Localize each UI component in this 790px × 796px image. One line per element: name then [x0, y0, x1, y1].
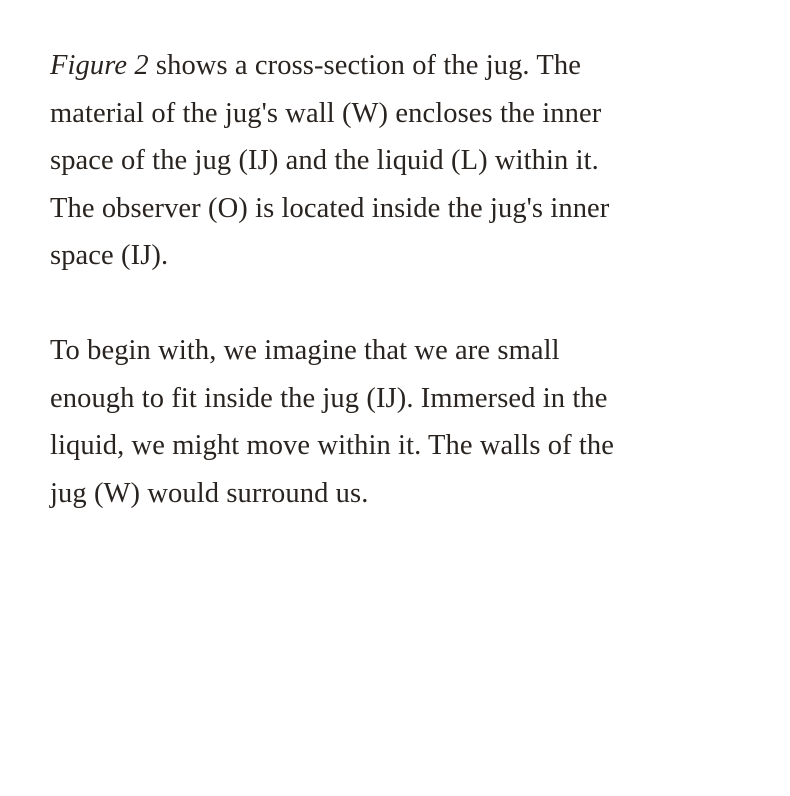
text-line: [50, 42, 750, 90]
document-page: [50, 42, 750, 517]
text-line: The observer (O) is located inside the jug's inner: [50, 192, 610, 224]
text-line: jug (W) would surround us.: [50, 477, 369, 509]
text-line: space (IJ).: [50, 240, 169, 271]
text-line: space of the jug (IJ) and the liquid (L) within it.: [50, 145, 599, 176]
text-line: enough to fit inside the jug (IJ). Immersed in the: [50, 382, 608, 414]
text-line: material of the jug's wall (W) encloses the inner: [50, 97, 602, 129]
text-line: liquid, we might move within it. The walls of the: [50, 430, 615, 461]
figure-reference: Figure 2: [50, 50, 149, 81]
text-fragment: shows a cross-section of the jug. The: [148, 50, 581, 81]
paragraph-figure-description: [50, 42, 750, 280]
paragraph-imagine: [50, 327, 750, 517]
text-line: To begin with, we imagine that we are small: [50, 335, 560, 366]
